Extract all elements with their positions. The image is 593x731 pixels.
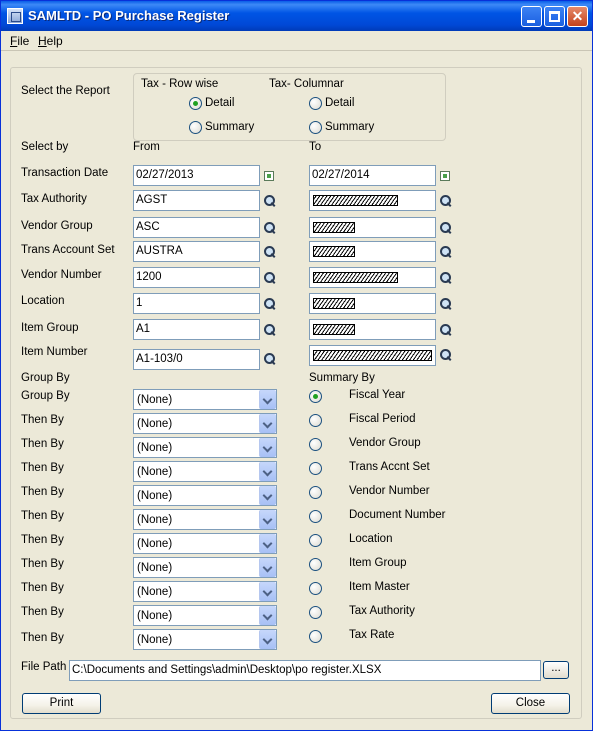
tax-authority-label: Tax Authority [21,193,87,205]
max-value-hatch [313,195,398,206]
summary-fiscal-period-radio[interactable] [309,414,322,427]
print-button-label: Print [49,697,74,709]
chevron-down-icon[interactable] [259,510,276,529]
search-icon[interactable] [440,298,452,310]
then-by-value: (None) [137,466,173,478]
transaction-date-to-input[interactable]: 02/27/2014 [309,165,436,186]
vendor-number-from-input[interactable]: 1200 [133,267,260,288]
summary-tax-rate-radio[interactable] [309,630,322,643]
select-report-label: Select the Report [21,85,110,97]
search-icon[interactable] [440,246,452,258]
then-by-select[interactable] [133,413,277,434]
summary-vendor-group-label: Vendor Group [349,437,421,449]
then-by-value: (None) [137,418,173,430]
location-label: Location [21,295,65,307]
row-summary-radio[interactable] [189,121,202,134]
search-icon[interactable] [264,324,276,336]
search-icon[interactable] [264,246,276,258]
search-icon[interactable] [440,324,452,336]
close-icon: ✕ [571,8,584,24]
then-by-label: Then By [21,558,64,570]
then-by-value: (None) [137,610,173,622]
location-from-input[interactable]: 1 [133,293,260,314]
group-by-select[interactable] [133,389,277,410]
to-label: To [309,141,322,153]
chevron-down-icon[interactable] [259,606,276,625]
vendor-group-label: Vendor Group [21,220,93,232]
menu-file[interactable]: File [10,34,30,48]
summary-item-master-label: Item Master [349,581,410,593]
item-group-label: Item Group [21,322,79,334]
summary-fiscal-year-label: Fiscal Year [349,389,406,401]
summary-item-master-radio[interactable] [309,582,322,595]
col-detail-label: Detail [325,97,355,109]
then-by-select[interactable] [133,437,277,458]
then-by-value: (None) [137,538,173,550]
item-number-label: Item Number [21,346,88,358]
then-by-value: (None) [137,490,173,502]
then-by-value: (None) [137,586,173,598]
then-by-label: Then By [21,510,64,522]
summary-vendor-number-label: Vendor Number [349,485,430,497]
summary-tax-authority-radio[interactable] [309,606,322,619]
search-icon[interactable] [264,222,276,234]
col-summary-label: Summary [325,121,375,133]
chevron-down-icon[interactable] [259,390,276,409]
vendor-group-from-input[interactable]: ASC [133,217,260,238]
summary-document-number-radio[interactable] [309,510,322,523]
chevron-down-icon[interactable] [259,630,276,649]
summary-item-group-radio[interactable] [309,558,322,571]
summary-fiscal-period-label: Fiscal Period [349,413,416,425]
then-by-select[interactable] [133,485,277,506]
item-number-from-input[interactable]: A1-103/0 [133,349,260,370]
then-by-value: (None) [137,562,173,574]
chevron-down-icon[interactable] [259,462,276,481]
tax-authority-from-input[interactable]: AGST [133,190,260,211]
transaction-date-from-input[interactable]: 02/27/2013 [133,165,260,186]
search-icon[interactable] [440,195,452,207]
app-icon [7,8,23,24]
then-by-label: Then By [21,486,64,498]
then-by-label: Then By [21,462,64,474]
then-by-value: (None) [137,634,173,646]
search-icon[interactable] [440,349,452,361]
summary-tax-authority-label: Tax Authority [349,605,415,617]
search-icon[interactable] [264,298,276,310]
then-by-select[interactable] [133,461,277,482]
max-value-hatch [313,222,355,233]
browse-button[interactable]: ... [543,661,569,679]
search-icon[interactable] [264,272,276,284]
then-by-label: Then By [21,414,64,426]
then-by-label: Then By [21,632,64,644]
file-path-input[interactable]: C:\Documents and Settings\admin\Desktop\po register.XLSX [69,660,541,681]
then-by-label: Then By [21,534,64,546]
chevron-down-icon[interactable] [259,558,276,577]
location-to-input[interactable] [309,293,436,314]
then-by-select[interactable] [133,509,277,530]
chevron-down-icon[interactable] [259,414,276,433]
max-value-hatch [313,272,398,283]
close-button-label: Close [515,697,546,709]
then-by-value: (None) [137,514,173,526]
tax-authority-to-input[interactable] [309,190,436,211]
group-by-header: Group By [21,372,70,384]
summary-vendor-number-radio[interactable] [309,486,322,499]
then-by-select[interactable] [133,533,277,554]
trans-account-set-to-input[interactable] [309,241,436,262]
item-group-to-input[interactable] [309,319,436,340]
chevron-down-icon[interactable] [259,438,276,457]
max-value-hatch [313,246,355,257]
close-window-button[interactable] [567,6,588,27]
close-button[interactable] [491,693,570,714]
file-path-label: File Path [21,661,67,673]
trans-account-set-from-input[interactable]: AUSTRA [133,241,260,262]
maximize-button[interactable] [544,6,565,27]
col-summary-radio[interactable] [309,121,322,134]
row-detail-radio[interactable] [189,97,202,110]
maximize-icon [549,11,560,22]
vendor-group-to-input[interactable] [309,217,436,238]
row-summary-label: Summary [205,121,255,133]
chevron-down-icon[interactable] [259,582,276,601]
summary-trans-accnt-set-label: Trans Accnt Set [349,461,430,473]
then-by-select[interactable] [133,581,277,602]
calendar-icon[interactable] [440,171,450,181]
summary-document-number-label: Document Number [349,509,446,521]
then-by-label: Then By [21,606,64,618]
col-detail-radio[interactable] [309,97,322,110]
search-icon[interactable] [264,353,276,365]
calendar-icon[interactable] [264,171,274,181]
summary-location-label: Location [349,533,393,545]
report-panel [10,67,582,719]
chevron-down-icon[interactable] [259,486,276,505]
max-value-hatch [313,298,355,309]
tax-columnar-header: Tax- Columnar [269,78,344,90]
summary-location-radio[interactable] [309,534,322,547]
then-by-select[interactable] [133,557,277,578]
item-number-to-input[interactable] [309,345,436,366]
then-by-label: Then By [21,582,64,594]
from-label: From [133,141,160,153]
summary-trans-accnt-set-radio[interactable] [309,462,322,475]
row-detail-label: Detail [205,97,235,109]
search-icon[interactable] [440,222,452,234]
minimize-button[interactable] [521,6,542,27]
summary-by-header: Summary By [309,372,375,384]
then-by-select[interactable] [133,629,277,650]
summary-tax-rate-label: Tax Rate [349,629,395,641]
item-group-from-input[interactable]: A1 [133,319,260,340]
summary-vendor-group-radio[interactable] [309,438,322,451]
summary-item-group-label: Item Group [349,557,407,569]
vendor-number-label: Vendor Number [21,269,102,281]
vendor-number-to-input[interactable] [309,267,436,288]
transaction-date-label: Transaction Date [21,167,109,179]
max-value-hatch [313,350,432,361]
menu-help[interactable]: Help [38,34,63,48]
chevron-down-icon[interactable] [259,534,276,553]
trans-account-set-label: Trans Account Set [21,244,115,256]
window-title: SAMLTD - PO Purchase Register [28,8,230,23]
summary-fiscal-year-radio[interactable] [309,390,322,403]
minimize-icon [527,20,535,23]
group-by-label: Group By [21,390,70,402]
search-icon[interactable] [264,195,276,207]
max-value-hatch [313,324,355,335]
search-icon[interactable] [440,272,452,284]
tax-row-wise-header: Tax - Row wise [141,78,219,90]
group-by-value: (None) [137,394,173,406]
then-by-value: (None) [137,442,173,454]
title-bar[interactable] [1,1,592,31]
then-by-select[interactable] [133,605,277,626]
print-button[interactable] [22,693,101,714]
select-by-label: Select by [21,141,69,153]
menu-bar [1,31,592,51]
then-by-label: Then By [21,438,64,450]
